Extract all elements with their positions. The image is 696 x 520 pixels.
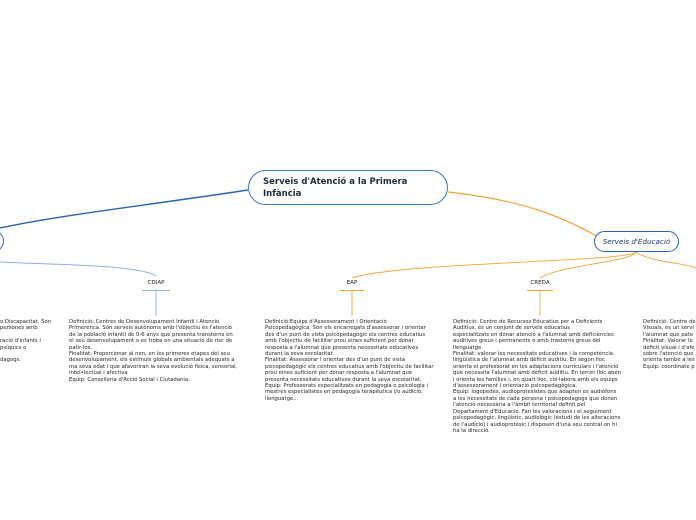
education-topic-label: Serveis d'Educació bbox=[602, 237, 671, 246]
subtopic-cdiap-underline bbox=[142, 290, 170, 291]
subtopic-creda-underline bbox=[527, 290, 553, 291]
connector-root-education bbox=[448, 192, 600, 238]
description-eap: Definició:Equips d'Assessorament i Orientació Psicopedagògica. Són els encarregats d'assessorar i orientar des d'un punt de vista psicopedagògic els centres educatius amb l'objectiu de facilitar prou eines suficient per donar resposta a l'alumnat que presenta necessitats educatives durant la seva escolaritat. Finalitat: Assessorar i orientar des d'un punt de vista psicopedagògic els centres educatius amb l'objectiu de facilitar prou eines suficient per donar resposta a l'alumnat que presenta necessitats educatives durant la seva escolaritat. Equip: Professorats especialitzats en pedagogia o psicologia i mestres especialistes en pedagogia terapèutica i/o audició, llenguatge... bbox=[265, 319, 434, 402]
root-title-line2: Infància bbox=[263, 189, 302, 199]
connector-root-left bbox=[0, 190, 248, 228]
subtopic-eap-underline bbox=[340, 290, 364, 291]
subtopic-creda[interactable]: CREDA bbox=[530, 280, 550, 286]
description-cdiap: Definició: Centres de Desenvolupament Infantil i Atenció Primerenca. Són serveis autònoms amb l'objectiu és l'atenció de la població infantil de 0-6 anys que presenta transtorns en el seu desenvolupament o es troba en una situació de risc de patir-los. Finalitat: Proporcionar al nen, en les primeres etapes del seu desenvolupament, els estímuls globals ambientals adequats a ma seva edat i que afavoriran la seva evolució física, sensorial, intel•lectual i afectiva Equip: Conselleria d'Acció Social i Ciutadania. bbox=[69, 319, 238, 383]
connector-edu-eap bbox=[352, 252, 636, 278]
description-creda: Definició: Centre de Recursos Educatius per a Deficients Auditius, és un conjunt de serveis educatius especialitzats en donar atenció a l'alumnat amb deficiències auditives greus i permanents o amb trastorns greus del llenguatge. Finalitat: valorar les necessitats educatives i la competència lingüística de l'alumnat amb dèficit auditiu. En segon lloc orienta el professorat en les adaptacions curriculars i l'atenció que necessita l'alumnat amb dèficit auditiu. En tercer lloc abén i orienta les families i, en quart lloc, col·labora amb els equips d'assessorament i orientació psicopedagògica. Equip: logopedes, audioprotesistes que adapten es audiòfons a les necessitats de cada persona i psicopedagogs que donen l'atenció necessària a l'àmbit territorial definit pel Departament d'Educació. Fan les valoracions i el seguiment psicopedagògic, lingüístic, audiològic (estudi de les alteracions de l'audició) i audioprotèsic i disposen d'una seu central on hi ha la direcció. bbox=[453, 319, 622, 434]
root-topic[interactable] bbox=[248, 170, 448, 205]
description-left-clipped: o Discapacitat. Són persones amb ració d'infants i psíquics o dagogs. bbox=[0, 319, 52, 364]
subtopic-eap[interactable]: EAP bbox=[346, 280, 358, 286]
connector-left-cdiap bbox=[0, 262, 156, 276]
root-title-line1: Serveis d'Atenció a la Primera bbox=[263, 177, 408, 187]
education-topic[interactable] bbox=[594, 231, 679, 252]
description-right-clipped: Definició: Centre de Visuals, és un servi l'alumnat que pate Finalitat: Valorar le dèficit visual i d'afe sobre l'atenció que orienta també a les Equip: coordinate p bbox=[643, 319, 696, 370]
subtopic-cdiap[interactable]: CDIAP bbox=[147, 280, 165, 286]
connector-edu-right bbox=[636, 252, 696, 268]
